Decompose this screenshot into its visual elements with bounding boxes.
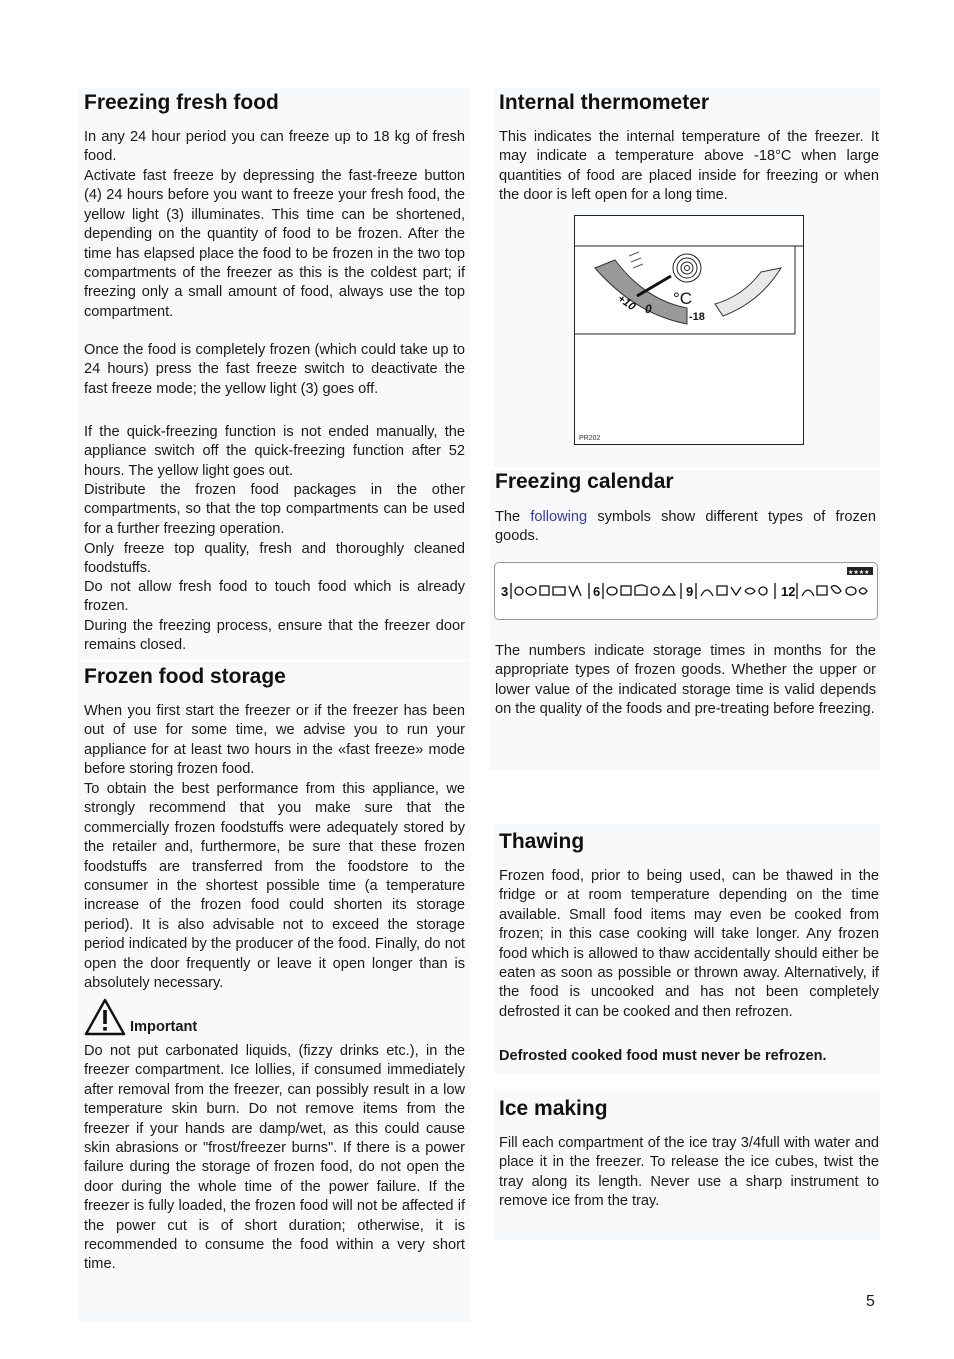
thermometer-figure bbox=[574, 215, 804, 445]
calendar-text bbox=[495, 508, 876, 547]
freezing-paragraph-8: During the freezing process, ensure that the freezer door remains closed. bbox=[84, 618, 465, 654]
storage-title: Frozen food storage bbox=[84, 665, 286, 688]
calendar-text-pre: The bbox=[495, 509, 531, 525]
thermometer-dial-diagram bbox=[575, 216, 803, 444]
thermo-unit-label: °C bbox=[673, 289, 693, 308]
freezing-paragraph-7: Do not allow fresh food to touch food which is already frozen. bbox=[84, 579, 465, 615]
page-number: 5 bbox=[866, 1293, 875, 1310]
calendar-group-3: 3 bbox=[501, 584, 509, 599]
freezing-paragraph-6: Only freeze top quality, fresh and thoroughly cleaned foodstuffs. bbox=[84, 541, 465, 577]
freezing-paragraph-5: Distribute the frozen food packages in the other compartments, so that the top compartments can be used for a further freezing operation. bbox=[84, 482, 465, 537]
thermo-code-label: PR202 bbox=[579, 435, 601, 442]
ice-making-title: Ice making bbox=[499, 1097, 608, 1120]
ice-making-text: Fill each compartment of the ice tray 3/4full with water and place it in the freezer. To release the ice cubes, twist the tray along its length. Never use a sharp instrument to remove ice from the tray. bbox=[499, 1135, 879, 1210]
calendar-text-highlight: following bbox=[530, 509, 588, 525]
freezing-paragraph-3: Once the food is completely frozen (which could take up to 24 hours) press the fast freeze switch to deactivate the fast freeze mode; the yellow light (3) goes off. bbox=[84, 342, 465, 397]
freezing-paragraph-1: In any 24 hour period you can freeze up to 18 kg of fresh food. bbox=[84, 129, 465, 165]
thermo-plus10-label: +10 bbox=[615, 292, 638, 314]
calendar-title: Freezing calendar bbox=[495, 470, 674, 493]
calendar-group-9: 9 bbox=[686, 584, 694, 599]
thermometer-text: This indicates the internal temperature of the freezer. It may indicate a temperature above -18°C when large quantities of food are placed inside for freezing or when the door is left open for a long time. bbox=[499, 129, 879, 204]
calendar-group-6: 6 bbox=[593, 584, 601, 599]
freezing-paragraph-4: If the quick-freezing function is not ended manually, the appliance switch off the quick-freezing function after 52 hours. The yellow light goes out. bbox=[84, 424, 465, 479]
thawing-text: Frozen food, prior to being used, can be thawed in the fridge or at room temperature depending on the time available. Small food items may even be cooked from frozen; in this case cooking will take longer. Any frozen food which is allowed to thaw accidentally should either be eaten as soon as possible or thrown away. Alternatively, if the food is uncooked and has not been completely defrosted it can be cooked and then refrozen. bbox=[499, 868, 879, 1020]
thermo-minus18-label: -18 bbox=[689, 311, 705, 323]
freezing-paragraph-2: Activate fast freeze by depressing the fast-freeze button (4) 24 hours before you want to freeze your fresh food, the yellow light (3) illuminates. This time can be shortened, depending on the quantity of food to be frozen. After the time has elapsed place the food to be frozen in the two top compartments of the freezer as this is the coldest part; if freezing only a small amount of food, always use the top compartment. bbox=[84, 168, 465, 320]
calendar-rating: ★★★★ bbox=[848, 569, 870, 576]
thermometer-title: Internal thermometer bbox=[499, 91, 710, 114]
warning-icon bbox=[84, 998, 126, 1036]
thawing-title: Thawing bbox=[499, 830, 585, 853]
calendar-text-2: The numbers indicate storage times in months for the appropriate types of frozen goods. Whether the upper or lower value of the indicated storage time is valid depends on the quality of the foods and pre-treating before freezing. bbox=[495, 643, 876, 718]
storage-paragraph-1: When you first start the freezer or if the freezer has been out of use for some time, we advise you to run your appliance for at least two hours in the «fast freeze» mode before storing frozen food. bbox=[84, 703, 465, 778]
freezing-calendar-figure bbox=[494, 562, 878, 620]
important-text: Do not put carbonated liquids, (fizzy drinks etc.), in the freezer compartment. Ice lollies, if consumed immediately after removal from the freezer, can possibly result in a low temperature skin burn. Do not remove items from the freezer if your hands are damp/wet, as this could cause skin abrasions or "frost/freezer burns". If there is a power failure during the storage of frozen food, do not open the door during the whole time of the power failure. If the freezer is fully loaded, the frozen food will not be affected if the power cut is of short duration; otherwise, it is recommended to consume the food within a very short time. bbox=[84, 1043, 465, 1273]
calendar-text-post: symbols show different types of frozen goods. bbox=[495, 509, 877, 545]
calendar-group-12: 12 bbox=[781, 584, 796, 599]
freezing-calendar-strip bbox=[495, 563, 877, 619]
important-label: Important bbox=[130, 1019, 198, 1035]
thawing-warning: Defrosted cooked food must never be refrozen. bbox=[499, 1048, 827, 1064]
thermo-zero-label: 0 bbox=[645, 302, 652, 316]
freezing-title: Freezing fresh food bbox=[84, 91, 279, 114]
storage-paragraph-2: To obtain the best performance from this appliance, we strongly recommend that you make sure that the commercially frozen foodstuffs were adequately stored by the retailer and, furthermore, be sure that these frozen foodstuffs are transferred from the foodstore to the consumer in the shortest possible time (a temperature increase of the frozen food could shorten its storage period). It is also advisable not to exceed the storage period indicated by the producer of the food. Finally, do not open the door frequently or leave it open longer than is absolutely necessary. bbox=[84, 781, 465, 992]
